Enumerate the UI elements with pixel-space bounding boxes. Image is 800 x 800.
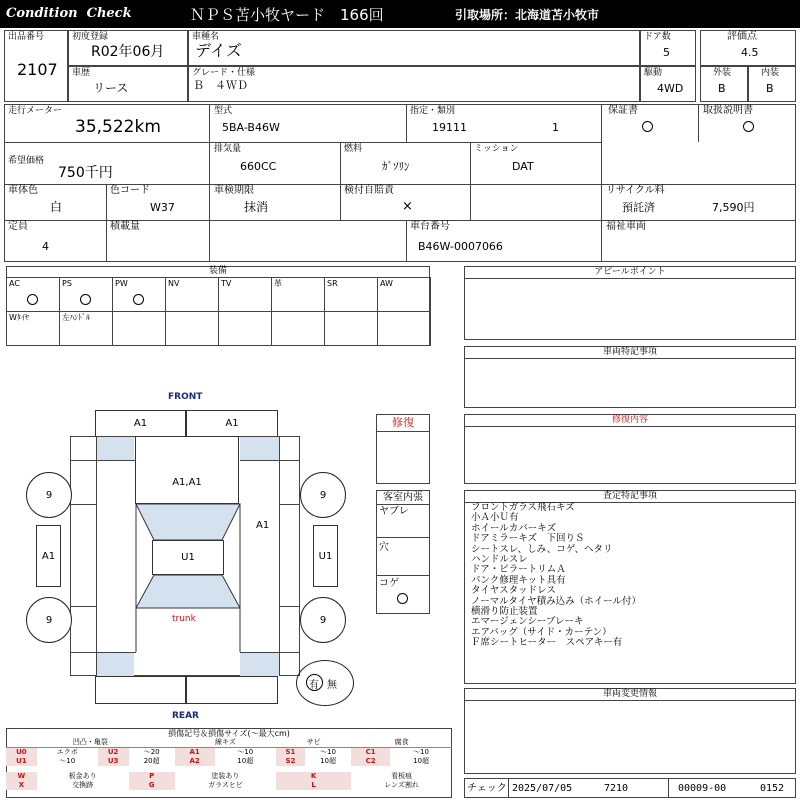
- recycle-label: リサイクル料: [606, 185, 665, 196]
- inspection-note: タイヤスタッドレス: [471, 585, 556, 597]
- legend-code: X: [6, 781, 37, 790]
- lot-value: 2107: [17, 60, 58, 79]
- fuel-value: ｶﾞｿﾘﾝ: [382, 160, 410, 173]
- color-code-label: 色コード: [110, 185, 150, 196]
- legend-desc: 10超: [237, 757, 254, 765]
- wheel-fl-value: 9: [45, 489, 53, 501]
- rear-bumper-left: [95, 676, 186, 704]
- trunk-label: trunk: [172, 614, 196, 624]
- inspection-note: ノーマルタイヤ積み込み（ホイール付）: [471, 595, 641, 607]
- check-date: 2025/07/05: [512, 783, 573, 794]
- inspector-number: 7210: [604, 783, 629, 794]
- legend-code: S2: [276, 757, 305, 766]
- odometer-value: 35,522km: [75, 117, 161, 137]
- header-title: Condition Check: [6, 6, 132, 21]
- legend-group: サビ: [276, 738, 351, 748]
- repair-detail-title: 修復内容: [465, 415, 795, 427]
- car-name-value: デイズ: [195, 41, 242, 60]
- legend-desc: レンズ割れ: [384, 781, 419, 789]
- legend-desc: 10超: [320, 757, 336, 765]
- right-front-door-damage: A1: [256, 520, 270, 531]
- color-label: 車体色: [8, 185, 38, 196]
- equipment-label: TV: [221, 279, 232, 288]
- cabin-item-burn: コゲ: [379, 578, 399, 589]
- right-side-panel: [313, 525, 338, 587]
- load-label: 積載量: [110, 221, 140, 232]
- history-value: リース: [93, 81, 129, 95]
- exterior-box: [700, 66, 748, 102]
- front-label: FRONT: [168, 392, 203, 402]
- wheel-rear-right: [300, 597, 346, 643]
- drive-label: 駆動: [644, 68, 663, 78]
- legend-table: [6, 738, 452, 790]
- grade-value: Ｂ ４ＷＤ: [193, 79, 248, 92]
- equipment-cell: [377, 277, 431, 312]
- inspection-note: ハンドルスレ: [471, 554, 528, 566]
- right-side-damage: U1: [318, 550, 333, 562]
- recycle-status: 預託済: [622, 201, 655, 214]
- chassis-value: B46W-0007066: [418, 240, 503, 253]
- interior-value: B: [766, 82, 774, 95]
- cabin-item-hole: 穴: [379, 542, 389, 553]
- legend-code: U1: [6, 757, 37, 766]
- inspection-note: ドア・ピラートリムＡ: [471, 564, 566, 576]
- legend-desc: 〜10: [413, 748, 429, 756]
- legend-group: 腐食: [351, 738, 452, 748]
- score-value: 4.5: [741, 46, 759, 59]
- number-value: 0152: [760, 783, 785, 794]
- hood-damage: A1,A1: [172, 476, 202, 488]
- inspection-note: ドアミラーキズ 下回りＳ: [471, 533, 585, 545]
- price-label: 希望価格: [8, 156, 45, 166]
- repair-detail-box: [464, 414, 796, 484]
- model-value: 5BA-B46W: [222, 121, 280, 134]
- equipment-title: 装備: [6, 266, 430, 278]
- capacity-value: 4: [42, 240, 49, 253]
- rear-window: [136, 575, 240, 608]
- legend-group: 線キズ: [175, 738, 276, 748]
- lot-label: 出品番号: [8, 32, 45, 42]
- equipment-label: 革: [274, 279, 282, 288]
- equipment-label: AW: [380, 279, 393, 288]
- first-reg-value: R02年06月: [91, 44, 165, 60]
- inspection-note: フロントガラス飛石キズ: [471, 502, 575, 513]
- header-pickup: 引取場所：北海道苫小牧市: [455, 8, 600, 22]
- inspection-note: エアバッグ（サイド・カーテン）: [471, 626, 612, 638]
- history-label: 車歴: [72, 68, 91, 78]
- legend-desc: 板金あり: [68, 772, 97, 780]
- chassis-label: 車台番号: [410, 221, 450, 232]
- legend-desc: 〜20: [143, 748, 160, 756]
- legend-desc: 塗装あり: [211, 772, 240, 780]
- inspection-note: パンク修理キット具有: [471, 574, 566, 586]
- legend-desc: 交換跡: [72, 781, 94, 789]
- legend-desc: 〜10: [237, 748, 254, 756]
- model-label: 型式: [214, 106, 233, 116]
- legend-desc: 〜10: [59, 757, 76, 765]
- inspection-notes-title: 査定特記事項: [465, 491, 795, 503]
- first-reg-label: 初度登録: [72, 32, 109, 42]
- wheel-fr-value: 9: [319, 489, 327, 501]
- rear-bumper-right: [186, 676, 278, 704]
- grade-label: グレード・仕様: [192, 68, 256, 78]
- welfare-label: 福祉車両: [606, 221, 646, 232]
- inspection-note: Ｆ席シートヒーター スペアキー有: [471, 637, 623, 649]
- repair-box: [376, 414, 430, 484]
- doors-box: [640, 30, 696, 66]
- car-name-label: 車種名: [192, 32, 220, 42]
- odometer-label: 走行メーター: [8, 106, 63, 116]
- legend-title: 損傷記号＆損傷サイズ(〜最大cm): [168, 729, 290, 738]
- special-box: [464, 346, 796, 408]
- manual-mark: [743, 121, 754, 132]
- header-venue: ＮＰＳ苫小牧ヤード 166回: [190, 6, 384, 24]
- doors-value: 5: [663, 46, 670, 59]
- wheel-front-right: [300, 472, 346, 518]
- legend-code: W: [6, 772, 37, 781]
- inspection-value: 抹消: [244, 200, 269, 214]
- category-value: 1: [552, 121, 559, 134]
- capacity-label: 定員: [8, 221, 28, 232]
- displacement-label: 排気量: [214, 144, 242, 154]
- appeal-title: アピールポイント: [465, 267, 795, 279]
- legend-code: S1: [276, 748, 305, 758]
- legend-desc: ガラスヒビ: [208, 781, 243, 789]
- score-label: 評価点: [727, 31, 757, 42]
- wheel-rr-value: 9: [319, 614, 327, 626]
- equipment-label: 左ﾊﾝﾄﾞﾙ: [62, 313, 90, 322]
- roof: [152, 540, 224, 575]
- mission-value: DAT: [512, 160, 534, 173]
- inspection-note: シートスレ、しみ、コゲ、ヘタリ: [471, 543, 613, 555]
- legend-code: A1: [175, 748, 215, 758]
- equipment-label: SR: [327, 279, 338, 288]
- legend-desc: エクボ: [56, 748, 78, 756]
- manual-label: 取扱説明書: [703, 105, 753, 116]
- spare-yes: 有: [309, 680, 319, 691]
- legend-code: L: [276, 781, 351, 790]
- inspection-note: ホイールカバーキズ: [471, 522, 557, 534]
- equipment-label: AC: [9, 279, 20, 288]
- equipment-label: PS: [62, 279, 72, 288]
- equipment-label: Wﾀｲﾔ: [9, 313, 29, 322]
- legend-desc: 〜10: [320, 748, 336, 756]
- legend-desc: 20超: [143, 757, 160, 765]
- spare-tire: [296, 660, 354, 706]
- designation-label: 指定・類別: [410, 106, 456, 116]
- legend-code: U3: [98, 757, 129, 766]
- color-value: 白: [50, 200, 63, 214]
- inspection-label: 車検期限: [214, 185, 254, 196]
- left-side-panel: [36, 525, 61, 587]
- legend-code: A2: [175, 757, 215, 766]
- interior-label: 内装: [761, 68, 780, 78]
- equipment-label: PW: [115, 279, 128, 288]
- legend-desc: 看板痕: [391, 772, 413, 780]
- special-title: 車両特記事項: [465, 347, 795, 359]
- wheel-rl-value: 9: [45, 614, 53, 626]
- score-box: [700, 30, 796, 66]
- exterior-value: B: [718, 82, 726, 95]
- warranty-label: 保証書: [608, 105, 638, 116]
- insurance-value: ×: [402, 199, 413, 214]
- front-right-damage: A1: [225, 418, 239, 429]
- drive-value: 4WD: [657, 82, 684, 95]
- spare-no: 無: [327, 680, 337, 691]
- price-value: 750千円: [58, 165, 113, 181]
- doors-label: ドア数: [644, 32, 671, 42]
- equipment-label: NV: [168, 279, 180, 288]
- equipment-cell: [324, 277, 378, 312]
- legend-desc: 10超: [413, 757, 429, 765]
- changes-title: 車両変更情報: [465, 689, 795, 701]
- changes-box: [464, 688, 796, 774]
- cabin-title: 客室内張: [377, 491, 429, 505]
- legend-group: 凹凸・亀裂: [6, 738, 175, 748]
- mission-label: ミッション: [474, 144, 519, 154]
- legend-code: U2: [98, 748, 129, 758]
- legend-code: P: [129, 772, 175, 781]
- warranty-mark: [642, 121, 653, 132]
- drive-box: [640, 66, 696, 102]
- front-left-damage: A1: [133, 418, 148, 429]
- recycle-value: 7,590円: [712, 201, 755, 214]
- appeal-box: [464, 266, 796, 340]
- windshield: [136, 504, 240, 540]
- roof-damage: U1: [181, 552, 195, 563]
- insurance-label: 検付自賠責: [344, 185, 394, 196]
- legend-code: G: [129, 781, 175, 790]
- exterior-label: 外装: [713, 68, 732, 78]
- cabin-burn-mark: [397, 593, 408, 604]
- inspection-note: 小Ａ小Ｕ有: [471, 512, 519, 524]
- code-value: 00009-00: [678, 783, 727, 794]
- equipment-cell-row2: [324, 311, 378, 346]
- legend-code: K: [276, 772, 351, 781]
- inspection-note: 横滑り防止装置: [471, 606, 538, 618]
- inspection-note: エマージェンシーブレーキ: [471, 616, 584, 628]
- check-label: チェック: [467, 783, 507, 794]
- left-side-damage: A1: [41, 550, 56, 562]
- legend-code: C1: [351, 748, 390, 758]
- legend-code: U0: [6, 748, 37, 758]
- rear-label: REAR: [172, 711, 199, 721]
- displacement-value: 660CC: [240, 160, 277, 173]
- fuel-label: 燃料: [344, 144, 363, 154]
- repair-title: 修復: [377, 415, 429, 432]
- wheel-front-left: [26, 472, 72, 518]
- inspection-notes-box: [464, 490, 796, 684]
- wheel-rear-left: [26, 597, 72, 643]
- equipment-cell-row2: [377, 311, 431, 346]
- cabin-box: [376, 490, 430, 614]
- designation-value: 19111: [432, 121, 467, 134]
- interior-box: [748, 66, 796, 102]
- color-code-value: W37: [150, 201, 175, 214]
- legend-code: C2: [351, 757, 390, 766]
- cabin-item-tear: ヤブレ: [379, 506, 409, 517]
